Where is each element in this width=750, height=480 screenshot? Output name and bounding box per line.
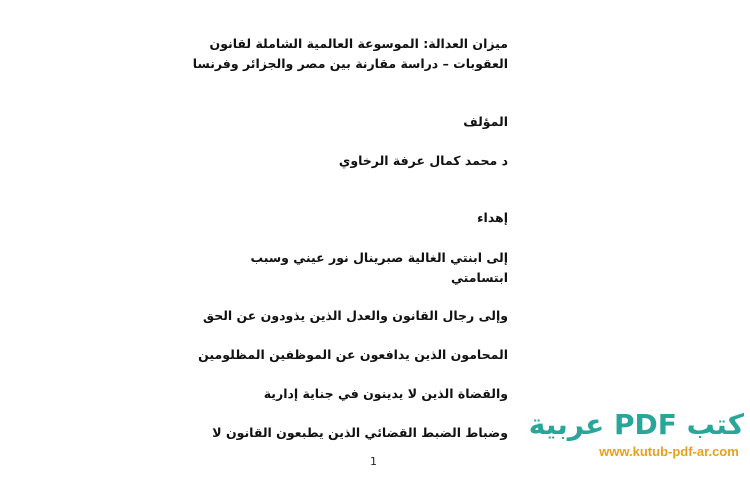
dedication-line: إلى ابنتي الغالية صبرينال نور عيني وسبب [250,250,508,265]
watermark-url: www.kutub-pdf-ar.com [599,444,739,459]
dedication-line: ابتسامتي [451,270,508,285]
dedication-paragraph [264,384,508,404]
book-title [193,34,508,74]
dedication-line: وإلى رجال القانون والعدل الذين يذودون عن الحق [202,308,508,323]
dedication-paragraph [212,423,508,443]
dedication-paragraph [198,345,508,365]
watermark-logo: كتب PDF عربية [528,408,744,441]
author-name: د محمد كمال عرفة الرخاوي [338,153,508,168]
page-number: 1 [370,455,377,468]
dedication-paragraph [203,306,508,326]
watermark [528,408,744,460]
dedication-line: المحامون الذين يدافعون عن الموظفين المظلومين [198,347,508,362]
dedication-paragraph [251,248,508,288]
dedication-line: وضباط الضبط القضائي الذين يطبعون القانون لا [212,425,508,440]
dedication-line: والقضاة الذين لا يدينون في جناية إدارية [263,386,508,401]
dedication-title: إهداء [477,210,508,225]
book-title-line: العقوبات – دراسة مقارنة بين مصر والجزائر وفرنسا [192,56,508,71]
book-title-line: ميزان العدالة: الموسوعة العالمية الشاملة لقانون [209,36,508,51]
author-label: المؤلف [463,114,508,129]
